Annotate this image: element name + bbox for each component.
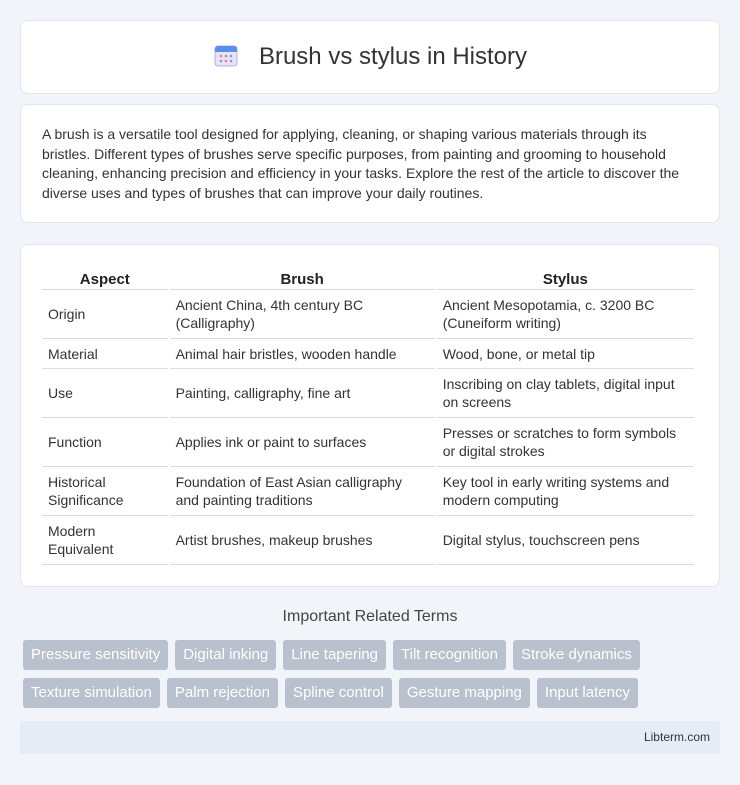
comparison-table <box>40 265 696 565</box>
cell-stylus: Ancient Mesopotamia, c. 3200 BC (Cuneiform writing) <box>437 290 694 339</box>
tag-digital-inking[interactable]: Digital inking <box>175 640 276 670</box>
tag-tilt-recognition[interactable]: Tilt recognition <box>393 640 506 670</box>
cell-aspect: Use <box>42 369 168 418</box>
tag-input-latency[interactable]: Input latency <box>537 678 638 708</box>
cell-aspect: Function <box>42 418 168 467</box>
tag-pressure-sensitivity[interactable]: Pressure sensitivity <box>23 640 168 670</box>
cell-brush: Applies ink or paint to surfaces <box>170 418 435 467</box>
table-header-row <box>42 265 694 290</box>
column-header-brush: Brush <box>170 265 435 290</box>
table-row <box>42 290 694 339</box>
cell-brush: Artist brushes, makeup brushes <box>170 516 435 565</box>
table-row <box>42 516 694 565</box>
cell-stylus: Key tool in early writing systems and modern computing <box>437 467 694 516</box>
table-row <box>42 418 694 467</box>
page-title: Brush vs stylus in History <box>258 43 528 70</box>
table-row <box>42 339 694 369</box>
intro-paragraph: A brush is a versatile tool designed for applying, cleaning, or shaping various materials through its bristles. Different types of brushes serve specific purposes, from painting and grooming to household cleaning, enhancing precision and efficiency in your tasks. Explore the rest of the article to discover the diverse uses and types of brushes that can improve your daily routines. <box>42 126 680 201</box>
calendar-icon <box>213 42 239 73</box>
cell-stylus: Digital stylus, touchscreen pens <box>437 516 694 565</box>
cell-brush: Animal hair bristles, wooden handle <box>170 339 435 369</box>
cell-aspect: Modern Equivalent <box>42 516 168 565</box>
cell-aspect: Material <box>42 339 168 369</box>
comparison-table-card <box>20 244 720 587</box>
cell-aspect: Historical Significance <box>42 467 168 516</box>
tag-texture-simulation[interactable]: Texture simulation <box>23 678 160 708</box>
footer-site-link[interactable]: Libterm.com <box>643 730 710 744</box>
table-row <box>42 369 694 418</box>
footer <box>20 721 720 754</box>
tag-stroke-dynamics[interactable]: Stroke dynamics <box>513 640 640 670</box>
intro-card <box>20 104 720 223</box>
column-header-stylus: Stylus <box>437 265 694 290</box>
header-card <box>20 20 720 94</box>
cell-stylus: Wood, bone, or metal tip <box>437 339 694 369</box>
cell-brush: Ancient China, 4th century BC (Calligraphy) <box>170 290 435 339</box>
cell-stylus: Inscribing on clay tablets, digital input on screens <box>437 369 694 418</box>
column-header-aspect: Aspect <box>42 265 168 290</box>
cell-aspect: Origin <box>42 290 168 339</box>
cell-brush: Painting, calligraphy, fine art <box>170 369 435 418</box>
tag-spline-control[interactable]: Spline control <box>285 678 392 708</box>
related-terms-list <box>23 640 723 708</box>
tag-line-tapering[interactable]: Line tapering <box>283 640 386 670</box>
table-row <box>42 467 694 516</box>
tag-gesture-mapping[interactable]: Gesture mapping <box>399 678 530 708</box>
cell-stylus: Presses or scratches to form symbols or digital strokes <box>437 418 694 467</box>
cell-brush: Foundation of East Asian calligraphy and painting traditions <box>170 467 435 516</box>
tag-palm-rejection[interactable]: Palm rejection <box>167 678 278 708</box>
related-terms-title: Important Related Terms <box>282 608 458 625</box>
